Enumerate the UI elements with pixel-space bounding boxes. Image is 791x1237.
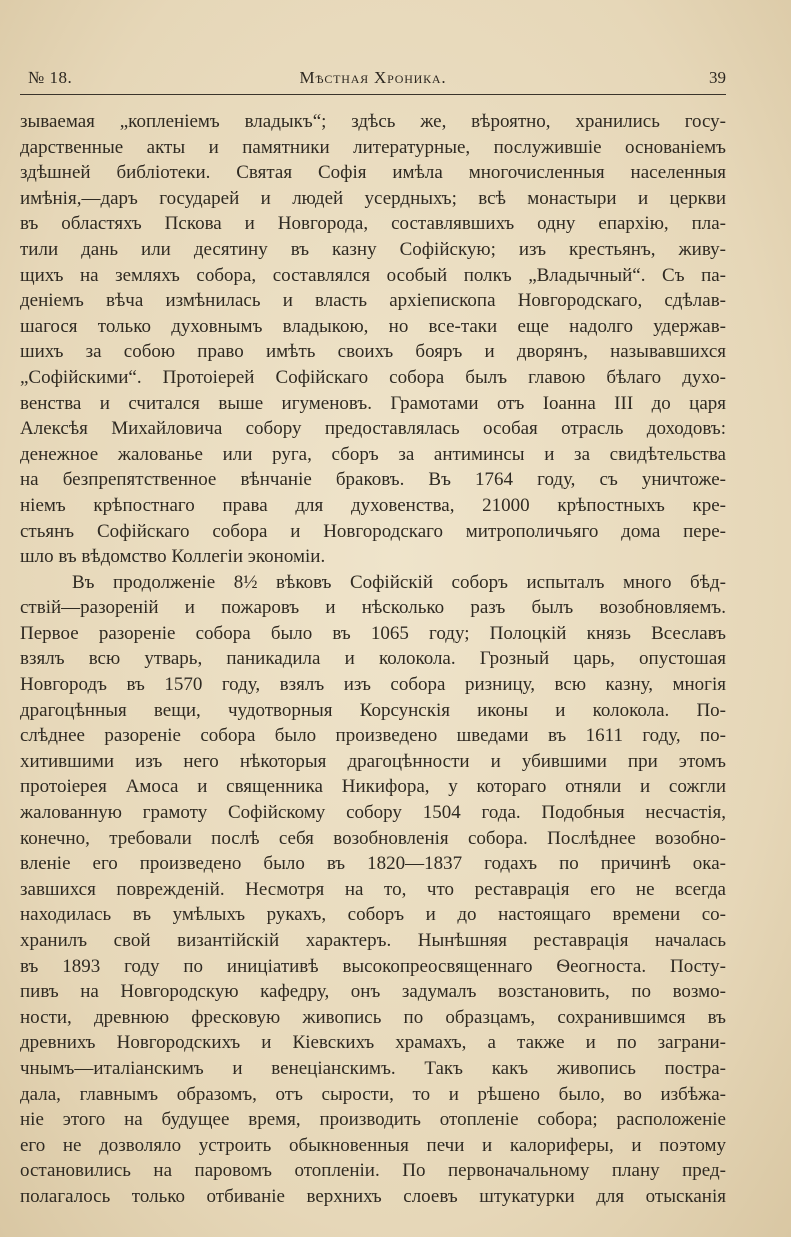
text-line: хитившими изъ него нѣкоторыя драгоцѣнности и убившими при этомъ [20,750,726,772]
text-line: полагалось только отбиваніе верхнихъ слоевъ штукатурки для отысканія [20,1185,726,1207]
text-line: остановились на паровомъ отопленіи. По первоначальному плану пред- [20,1160,726,1182]
text-line: денежное жалованье или руга, сборъ за антиминсы и за свидѣтельства [20,443,726,465]
text-line: Алексѣя Михайловича собору предоставлялась особая отрасль доходовъ: [20,418,726,440]
text-line: „Софійскими“. Протоіерей Софійскаго собора былъ главою бѣлаго духо- [20,366,726,388]
running-header [20,68,726,94]
text-line: драгоцѣнныя вещи, чудотворныя Корсунскія иконы и колокола. По- [20,699,726,721]
text-line: въ 1893 году по иниціативѣ высокопреосвященнаго Ѳеогноста. Посту- [20,955,726,977]
text-line: ности, древнюю фресковую живопись по образцамъ, сохранившимся въ [20,1006,726,1028]
page-number: 39 [709,68,726,87]
text-line: зываемая „копленіемъ владыкъ“; здѣсь же, вѣроятно, хранились госу- [20,111,726,132]
body-text [20,109,726,1210]
text-line: дарственные акты и памятники литературные, послужившіе основаніемъ [20,136,726,158]
text-line: вленіе его произведено было въ 1820—1837 годахъ по причинѣ ока- [20,853,726,875]
text-line: здѣшней библіотеки. Святая Софія имѣла многочисленныя населенныя [20,162,726,184]
text-line: Первое разореніе собора было въ 1065 году; Полоцкій князь Всеславъ [20,622,726,644]
text-line: его не дозволяло устроить обыкновенныя печи и калориферы, и поэтому [20,1134,726,1156]
text-line: конечно, требовали послѣ себя возобновленія собора. Послѣднее возобно- [20,827,726,849]
text-line: тили дань или десятину въ казну Софійскую; изъ крестьянъ, живу- [20,238,726,260]
text-line: древнихъ Новгородскихъ и Кіевскихъ храмахъ, а также и по заграни- [20,1032,726,1054]
text-line: деніемъ вѣча измѣнилась и власть архіепископа Новгородскаго, сдѣлав- [20,290,726,312]
text-line: слѣднее разореніе собора было произведено шведами въ 1611 году, по- [20,725,726,747]
text-line: Въ продолженіе 8½ вѣковъ Софійскій соборъ испыталъ много бѣд- [72,571,726,593]
text-line: взялъ всю утварь, паникадила и колокола. Грозный царь, опустошая [20,648,726,670]
text-line: венства и считался выше игуменовъ. Грамотами отъ Іоанна III до царя [20,392,726,414]
text-line: щихъ на земляхъ собора, составлялся особый полкъ „Владычный“. Съ па- [20,264,726,286]
text-line: ніе этого на будущее время, производить отопленіе собора; расположеніе [20,1109,726,1131]
text-line: пивъ на Новгородскую кафедру, онъ задумалъ возстановить, по возмо- [20,981,726,1003]
text-line: въ областяхъ Пскова и Новгорода, составлявшихъ одну епархію, пла- [20,213,726,235]
text-line: шло въ вѣдомство Коллегіи экономіи. [20,546,326,568]
text-line: ніемъ крѣпостнаго права для духовенства, 21000 крѣпостныхъ кре- [20,494,726,516]
text-line: завшихся поврежденій. Несмотря на то, что реставрація его не всегда [20,878,726,900]
text-line: стьянъ Софійскаго собора и Новгородскаго митрополичьяго дома пере- [20,520,726,542]
text-line: шихъ за собою право имѣть своихъ бояръ и дворянъ, называвшихся [20,341,726,363]
text-line: чнымъ—италіанскимъ и венеціанскимъ. Такъ какъ живопись пострa- [20,1057,726,1079]
text-line: находилась въ умѣлыхъ рукахъ, соборъ и до настоящаго времени со- [20,904,726,926]
text-line: шагося только духовнымъ владыкою, но все-таки еще надолго удержав- [20,315,726,337]
section-title: Мѣстная Хроника. [299,68,447,87]
issue-number: № 18. [28,68,73,87]
text-line: на безпрепятственное вѣнчаніе браковъ. Въ 1764 году, съ уничтоже- [20,469,726,491]
text-line: жалованную грамоту Софійскому собору 1504 года. Подобныя несчастія, [20,802,726,824]
text-line: дала, главнымъ образомъ, отъ сырости, то и рѣшено было, во избѣжа- [20,1083,726,1105]
text-line: ствій—разореній и пожаровъ и нѣсколько разъ былъ возобновляемъ. [20,597,726,619]
text-line: протоіерея Амоса и священника Никифора, у котораго отняли и сожгли [20,776,726,798]
text-line: хранилъ свой византійскій характеръ. Нынѣшняя реставрація началась [20,930,726,951]
text-line: имѣнія,—даръ государей и людей усердныхъ; всѣ монастыри и церкви [20,187,726,209]
text-line: Новгородъ въ 1570 году, взялъ изъ собора ризницу, всю казну, многія [20,674,726,696]
header-rule [20,94,726,95]
